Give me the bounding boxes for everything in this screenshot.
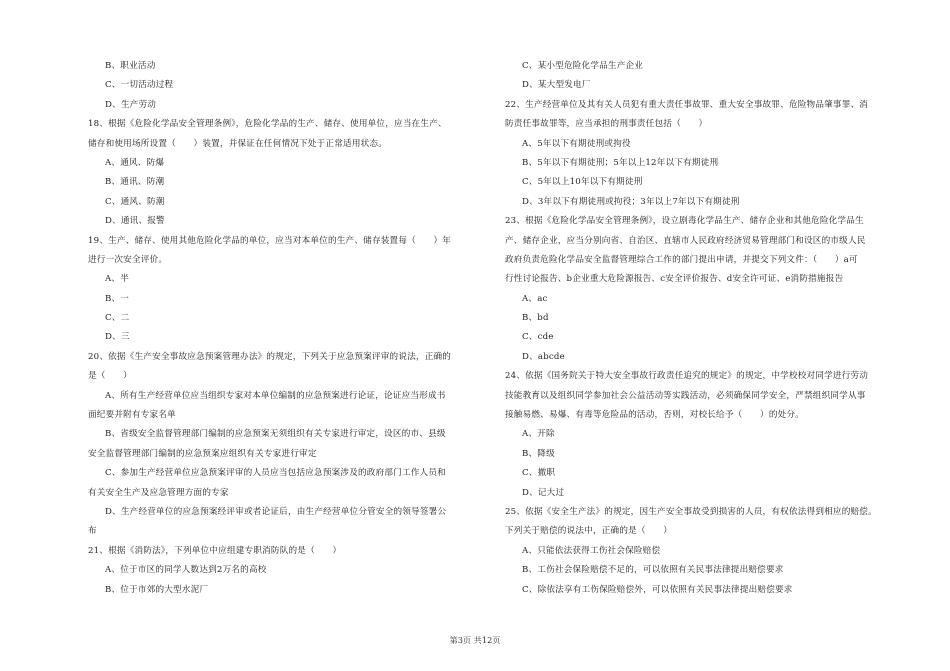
question-text-line: 25、依据《安全生产法》的规定，因生产安全事故受到损害的人员，有权依法得到相应的赔偿。 xyxy=(505,506,877,517)
answer-option: C、撤职 xyxy=(522,468,556,479)
answer-option: B、一 xyxy=(105,293,130,304)
answer-option: D、记大过 xyxy=(522,487,565,498)
answer-option: B、职业活动 xyxy=(105,61,156,71)
answer-option: C、5年以上10年以下有期徒刑 xyxy=(522,177,643,188)
answer-option: B、工伤社会保险赔偿不足的，可以依照有关民事法律提出赔偿要求 xyxy=(522,565,784,576)
answer-option: C、cde xyxy=(522,332,554,343)
answer-option: A、只能依法获得工伤社会保险赔偿 xyxy=(522,545,661,556)
answer-option: A、半 xyxy=(105,274,129,285)
answer-option: D、3年以下有期徒刑或拘役；3年以上7年以下有期徒刑 xyxy=(522,196,740,207)
answer-option: A、5年以下有期徒刑或拘役 xyxy=(522,138,631,149)
answer-option: B、降级 xyxy=(522,448,555,459)
question-text-line: 进行一次安全评价。 xyxy=(88,254,168,265)
question-text-line: 产、储存企业，应当分别向省、自治区、直辖市人民政府经济贸易管理部门和设区的市级人民 xyxy=(505,235,866,246)
answer-option: A、位于市区的同学人数达到2万名的高校 xyxy=(105,565,267,576)
answer-option: A、所有生产经营单位应当组织专家对本单位编制的应急预案进行论证，论证应当形成书 xyxy=(105,390,446,401)
question-text-line: 下列关于赔偿的说法中，正确的是（ ） xyxy=(505,526,673,537)
answer-option: A、通风、防爆 xyxy=(105,157,165,168)
question-text-line: 储存和使用场所设置（ ）装置，并保证在任何情况下处于正常适用状态。 xyxy=(88,138,387,149)
question-text-line: 有关安全生产及应急管理方面的专家 xyxy=(88,487,229,498)
answer-option: B、省级安全监督管理部门编制的应急预案无须组织有关专家进行审定，设区的市、县级 xyxy=(105,429,446,440)
question-text-line: 21、根据《消防法》，下列单位中应组建专职消防队的是（ ） xyxy=(88,545,342,556)
answer-option: D、通讯、报警 xyxy=(105,216,165,227)
question-text-line: 布 xyxy=(88,526,97,537)
answer-option: C、二 xyxy=(105,313,130,324)
question-text-line: 24、依据《国务院关于特大安全事故行政责任追究的规定》的规定，中学校校对同学进行劳动 xyxy=(505,371,869,382)
answer-option: D、生产经营单位的应急预案经评审或者论证后，由生产经营单位分管安全的领导签署公 xyxy=(105,506,447,517)
question-text-line: 技能教育以及组织同学参加社会公益活动等实践活动，必须确保同学安全，严禁组织同学从事 xyxy=(505,390,866,401)
answer-option: D、某大型发电厂 xyxy=(522,80,591,91)
answer-option: C、某小型危险化学品生产企业 xyxy=(522,61,644,71)
answer-option: D、生产劳动 xyxy=(105,99,157,110)
answer-option: C、除依法享有工伤保险赔偿外，可以依照有关民事法律提出赔偿要求 xyxy=(522,584,793,595)
answer-option: A、开除 xyxy=(522,429,555,440)
answer-option: B、位于市郊的大型水泥厂 xyxy=(105,584,209,595)
question-text-line: 面纪要并附有专家名单 xyxy=(88,410,176,421)
right-column xyxy=(505,57,911,600)
answer-option: A、ac xyxy=(522,293,548,304)
question-text-line: 接触易燃、易爆、有毒等危险品的活动，否则，对校长给予（ ）的处分。 xyxy=(505,410,804,421)
question-text-line: 20、依据《生产安全事故应急预案管理办法》的规定，下列关于应急预案评审的说法，正确的 xyxy=(88,351,452,362)
page-footer: 第3页 共12页 xyxy=(449,635,501,645)
question-text-line: 19、生产、储存、使用其他危险化学品的单位，应当对本单位的生产、储存装置每（ ）年 xyxy=(88,235,452,246)
question-text-line: 防责任事故罪等，应当承担的刑事责任包括（ ） xyxy=(505,119,708,130)
answer-option: B、通讯、防潮 xyxy=(105,177,165,188)
question-text-line: 18、根据《危险化学品安全管理条例》，危险化学品的生产、储存、使用单位，应当在生产、 xyxy=(88,119,447,130)
answer-option: C、一切活动过程 xyxy=(105,80,174,91)
answer-option: D、三 xyxy=(105,332,130,343)
answer-option: B、5年以下有期徒刑；5年以上12年以下有期徒刑 xyxy=(522,157,719,168)
answer-option: D、abcde xyxy=(522,351,565,362)
question-text-line: 是（ ） xyxy=(88,371,132,382)
question-text-line: 行性讨论报告、b企业重大危险源报告、c安全评价报告、d安全许可证、e消防措施报告 xyxy=(505,274,844,285)
question-text-line: 22、生产经营单位及其有关人员犯有重大责任事故罪、重大安全事故罪、危险物品肇事罪、消 xyxy=(505,99,869,110)
question-text-line: 安全监督管理部门编制的应急预案应组织有关专家进行审定 xyxy=(88,448,317,459)
question-text-line: 政府负责危险化学品安全监督管理综合工作的部门提出申请，并提交下列文件：（ ）a可 xyxy=(505,254,858,265)
question-text-line: 23、根据《危险化学品安全管理条例》，设立剧毒化学品生产、储存企业和其他危险化学品生 xyxy=(505,216,864,227)
left-column xyxy=(88,57,506,600)
answer-option: B、bd xyxy=(522,313,549,324)
answer-option: C、参加生产经营单位应急预案评审的人员应当包括应急预案涉及的政府部门工作人员和 xyxy=(105,468,446,479)
answer-option: C、通风、防潮 xyxy=(105,196,165,207)
